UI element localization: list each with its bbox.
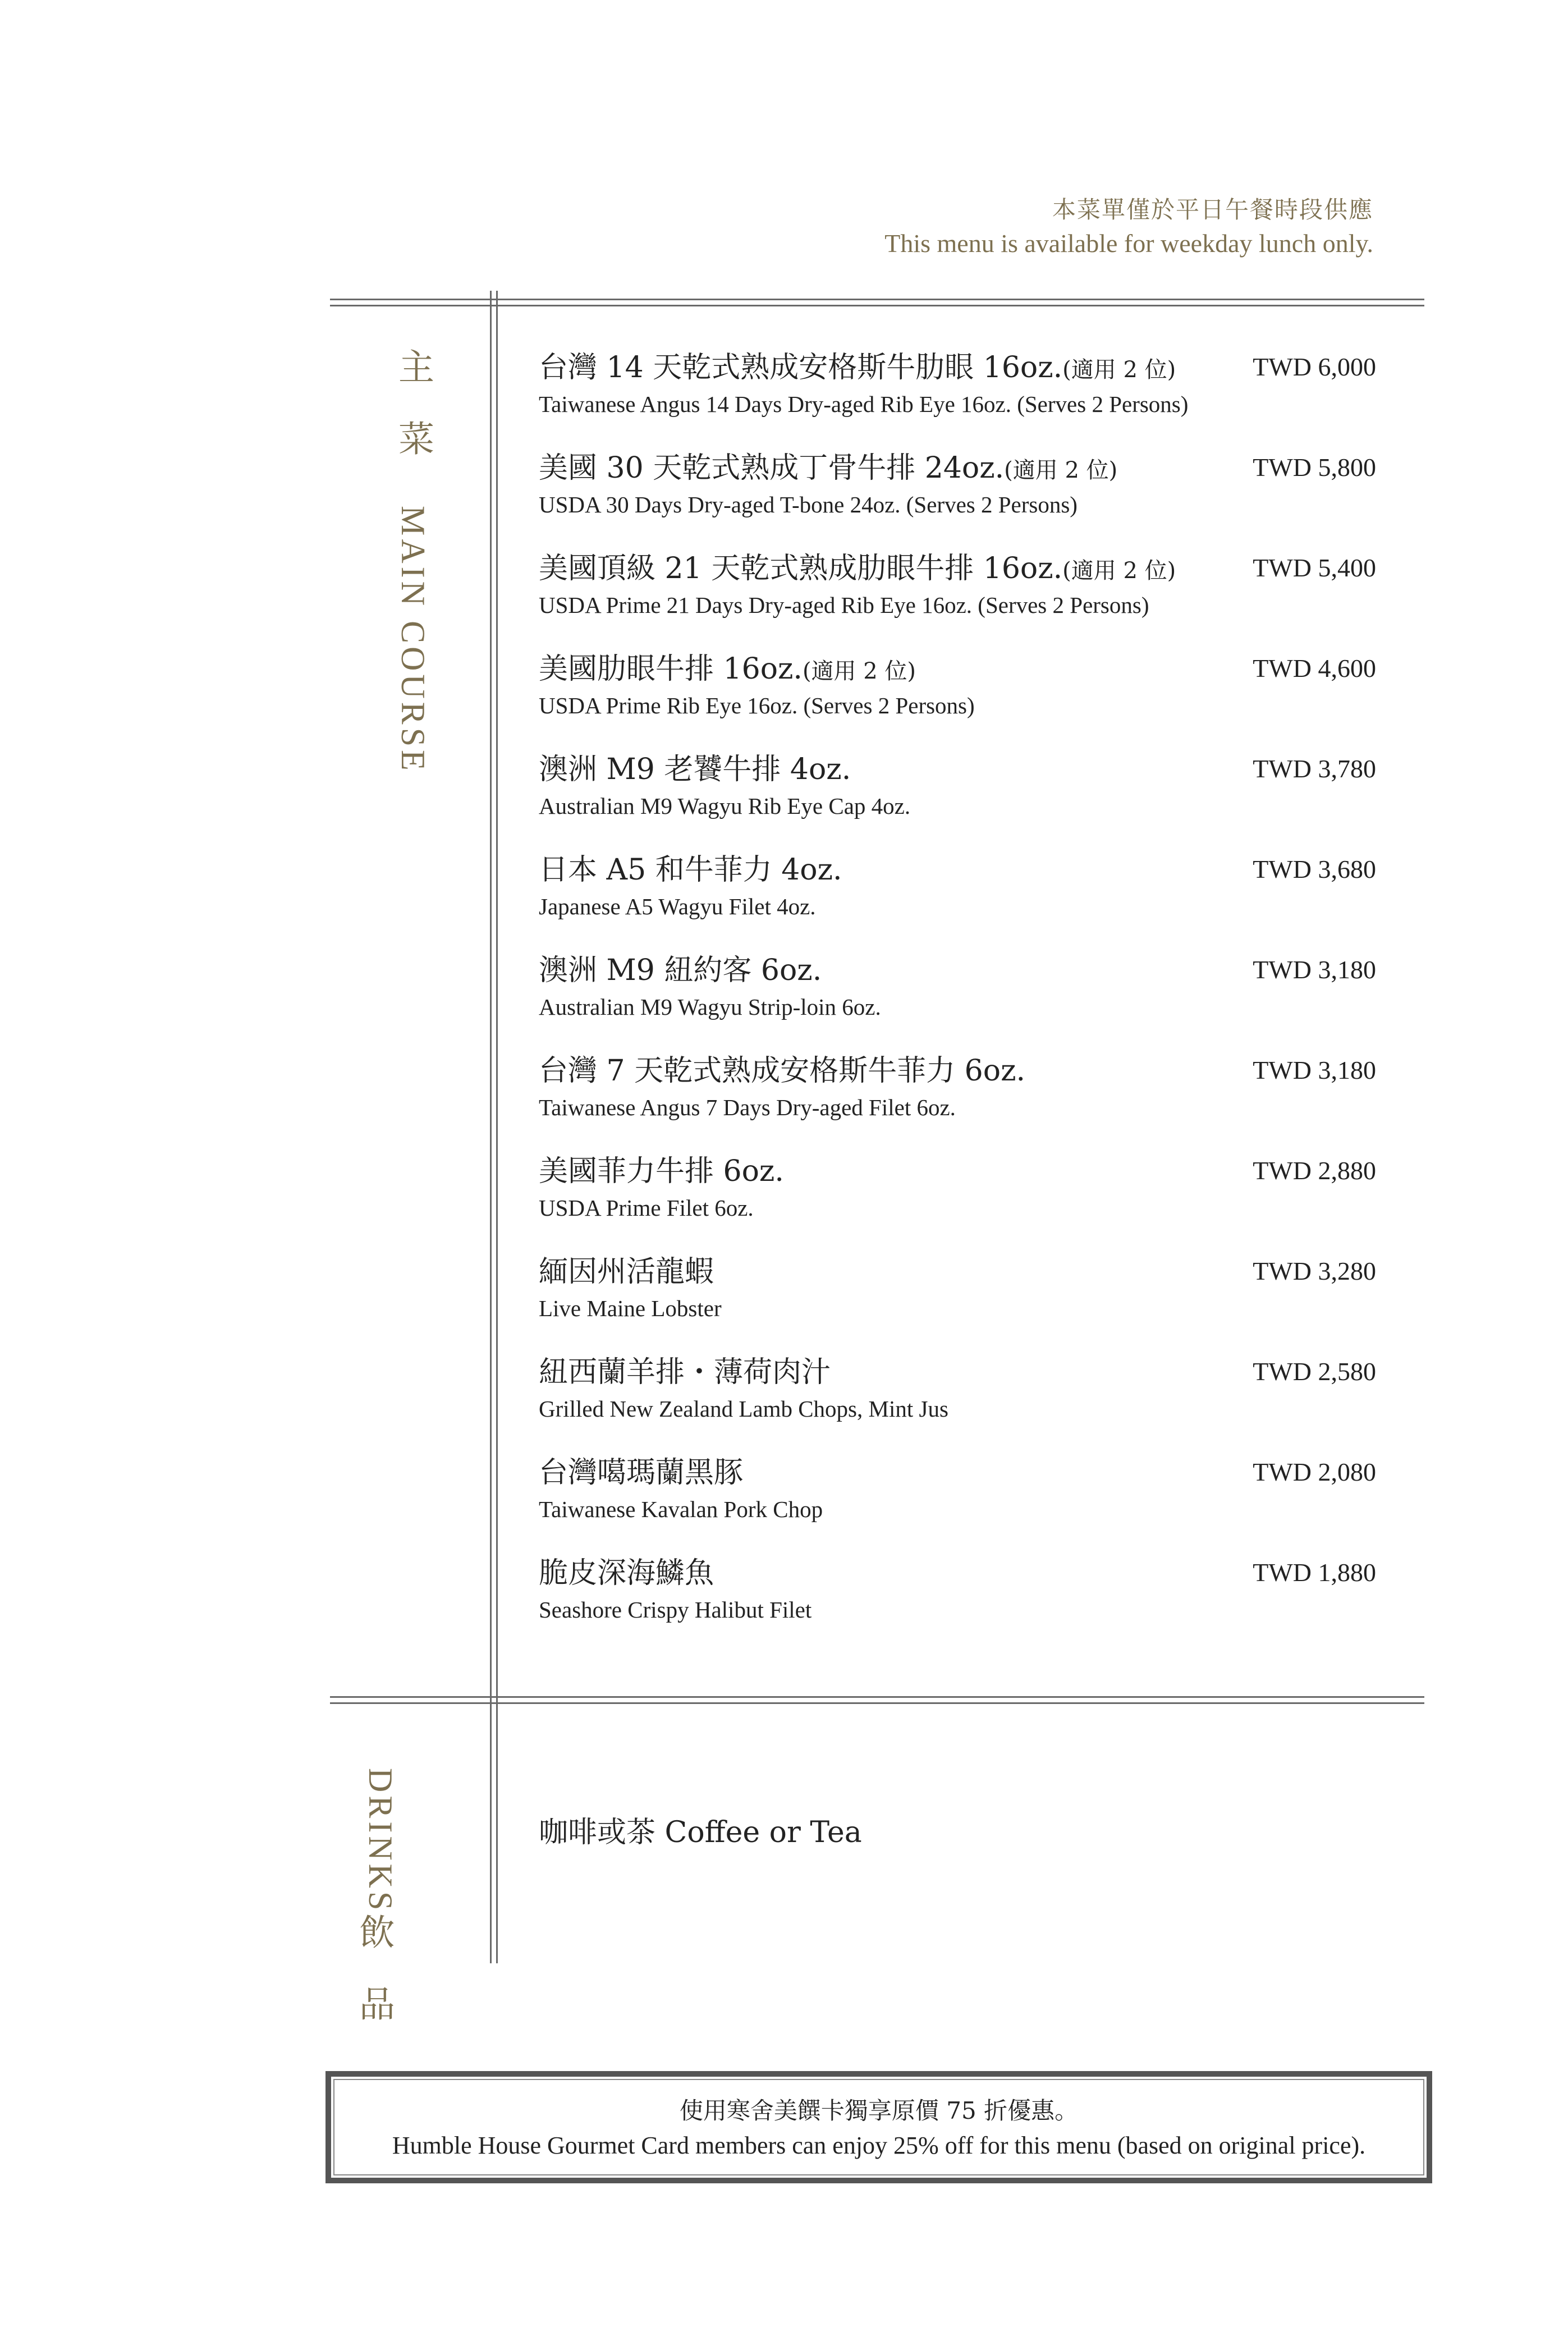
- menu-item-price: TWD 6,000: [1253, 352, 1376, 381]
- menu-item-name-en: Grilled New Zealand Lamb Chops, Mint Jus: [539, 1396, 948, 1422]
- menu-item-serves: (適用 2 位): [1004, 457, 1118, 483]
- menu-item-name-zh-text: 台灣 14 天乾式熟成安格斯牛肋眼 16oz.: [539, 351, 1063, 384]
- menu-item-name-zh-text: 台灣噶瑪蘭黑豚: [539, 1456, 744, 1490]
- menu-item-name-zh-text: 緬因州活龍蝦: [539, 1255, 714, 1289]
- menu-item-name-zh: [539, 1453, 1376, 1495]
- menu-item-name-zh: [539, 1252, 1376, 1294]
- menu-item-price: TWD 2,580: [1253, 1357, 1376, 1386]
- weekday-lunch-notice: [884, 194, 1373, 261]
- main-course-label: [387, 348, 439, 773]
- top-rule-1: [330, 299, 1424, 300]
- menu-item-serves: (適用 2 位): [802, 658, 916, 684]
- menu-item-name-zh: [539, 348, 1376, 390]
- middle-rule-2: [330, 1702, 1424, 1704]
- menu-item: [539, 1152, 1376, 1252]
- menu-item-name-en: USDA Prime Filet 6oz.: [539, 1195, 754, 1221]
- notice-en: This menu is available for weekday lunch only.: [884, 229, 1373, 258]
- menu-item-name-zh-text: 紐西蘭羊排・薄荷肉汁: [539, 1355, 831, 1389]
- menu-item-price: TWD 5,800: [1253, 453, 1376, 482]
- menu-item-name-zh-text: 美國菲力牛排 6oz.: [539, 1155, 784, 1188]
- menu-item-price: TWD 5,400: [1253, 553, 1376, 582]
- drinks-label: [348, 1768, 400, 2034]
- main-course-list: [539, 348, 1376, 1654]
- vertical-rule-2: [496, 291, 498, 1963]
- menu-item-name-zh: [539, 951, 1376, 992]
- menu-item-name-zh: [539, 448, 1376, 490]
- menu-item-name-en: USDA 30 Days Dry-aged T-bone 24oz. (Serves 2 Persons): [539, 492, 1078, 517]
- menu-item-price: TWD 3,280: [1253, 1257, 1376, 1285]
- menu-item-price: TWD 3,180: [1253, 1056, 1376, 1084]
- menu-item-serves: (適用 2 位): [1062, 558, 1176, 584]
- drinks-label-zh: 飲 品: [353, 1913, 395, 2034]
- menu-item: [539, 1453, 1376, 1554]
- menu-item-name-zh-text: 美國 30 天乾式熟成丁骨牛排 24oz.: [539, 451, 1005, 485]
- vertical-rule-1: [490, 291, 492, 1963]
- menu-item: [539, 448, 1376, 549]
- menu-item-price: TWD 2,080: [1253, 1458, 1376, 1486]
- drink-item: 咖啡或茶 Coffee or Tea: [539, 1816, 862, 1849]
- menu-item: [539, 1353, 1376, 1453]
- menu-item: [539, 850, 1376, 951]
- notice-zh: 本菜單僅於平日午餐時段供應: [1052, 196, 1373, 223]
- menu-item: [539, 549, 1376, 649]
- menu-item: [539, 951, 1376, 1051]
- drinks-label-en: DRINKS: [362, 1768, 399, 1914]
- menu-item-name-en: Taiwanese Angus 7 Days Dry-aged Filet 6oz.: [539, 1094, 956, 1120]
- menu-item-name-zh: [539, 649, 1376, 691]
- menu-item-price: TWD 3,780: [1253, 754, 1376, 783]
- menu-item-name-en: Taiwanese Kavalan Pork Chop: [539, 1496, 823, 1522]
- menu-item-name-en: USDA Prime 21 Days Dry-aged Rib Eye 16oz. (Serves 2 Persons): [539, 592, 1149, 618]
- main-course-label-en: MAIN COURSE: [395, 505, 432, 774]
- menu-item-name-en: Live Maine Lobster: [539, 1295, 722, 1321]
- menu-item-name-zh: [539, 1051, 1376, 1093]
- menu-item: [539, 649, 1376, 750]
- menu-item-name-zh: [539, 1152, 1376, 1193]
- menu-item-price: TWD 3,180: [1253, 955, 1376, 984]
- menu-item-name-zh-text: 美國肋眼牛排 16oz.: [539, 652, 803, 686]
- menu-item-name-en: Taiwanese Angus 14 Days Dry-aged Rib Eye 16oz. (Serves 2 Persons): [539, 391, 1189, 417]
- menu-item-price: TWD 3,680: [1253, 855, 1376, 883]
- menu-item-price: TWD 2,880: [1253, 1156, 1376, 1185]
- middle-rule-1: [330, 1696, 1424, 1698]
- menu-item-price: TWD 4,600: [1253, 654, 1376, 682]
- menu-item-name-zh-text: 美國頂級 21 天乾式熟成肋眼牛排 16oz.: [539, 552, 1063, 585]
- menu-item-price: TWD 1,880: [1253, 1558, 1376, 1587]
- menu-item: [539, 1051, 1376, 1152]
- menu-item-name-en: Seashore Crispy Halibut Filet: [539, 1597, 812, 1623]
- top-rule-2: [330, 305, 1424, 306]
- menu-item-name-zh: [539, 850, 1376, 892]
- menu-item-name-zh-text: 澳洲 M9 老饕牛排 4oz.: [539, 753, 851, 786]
- menu-item-name-zh: [539, 750, 1376, 791]
- card-offer-en: Humble House Gourmet Card members can enjoy 25% off for this menu (based on original price).: [392, 2132, 1366, 2159]
- menu-item-name-zh-text: 日本 A5 和牛菲力 4oz.: [539, 853, 842, 887]
- card-offer-zh: 使用寒舍美饌卡獨享原價 75 折優惠。: [679, 2097, 1079, 2124]
- menu-item-name-zh-text: 台灣 7 天乾式熟成安格斯牛菲力 6oz.: [539, 1054, 1025, 1088]
- menu-item-name-en: Australian M9 Wagyu Rib Eye Cap 4oz.: [539, 793, 911, 819]
- gourmet-card-offer: [325, 2071, 1432, 2183]
- menu-item-name-zh: [539, 1554, 1376, 1595]
- menu-item: [539, 1554, 1376, 1654]
- menu-item: [539, 1252, 1376, 1353]
- menu-item-name-en: USDA Prime Rib Eye 16oz. (Serves 2 Persons): [539, 693, 975, 718]
- menu-item: [539, 348, 1376, 448]
- menu-item-serves: (適用 2 位): [1062, 357, 1176, 383]
- menu-item-name-en: Australian M9 Wagyu Strip-loin 6oz.: [539, 994, 881, 1020]
- menu-item-name-zh-text: 澳洲 M9 紐約客 6oz.: [539, 954, 822, 987]
- menu-item-name-zh-text: 脆皮深海鱗魚: [539, 1556, 714, 1590]
- main-course-label-zh: 主 菜: [392, 348, 434, 469]
- menu-item-name-en: Japanese A5 Wagyu Filet 4oz.: [539, 894, 816, 919]
- menu-item-name-zh: [539, 549, 1376, 590]
- menu-item-name-zh: [539, 1353, 1376, 1394]
- menu-item: [539, 750, 1376, 850]
